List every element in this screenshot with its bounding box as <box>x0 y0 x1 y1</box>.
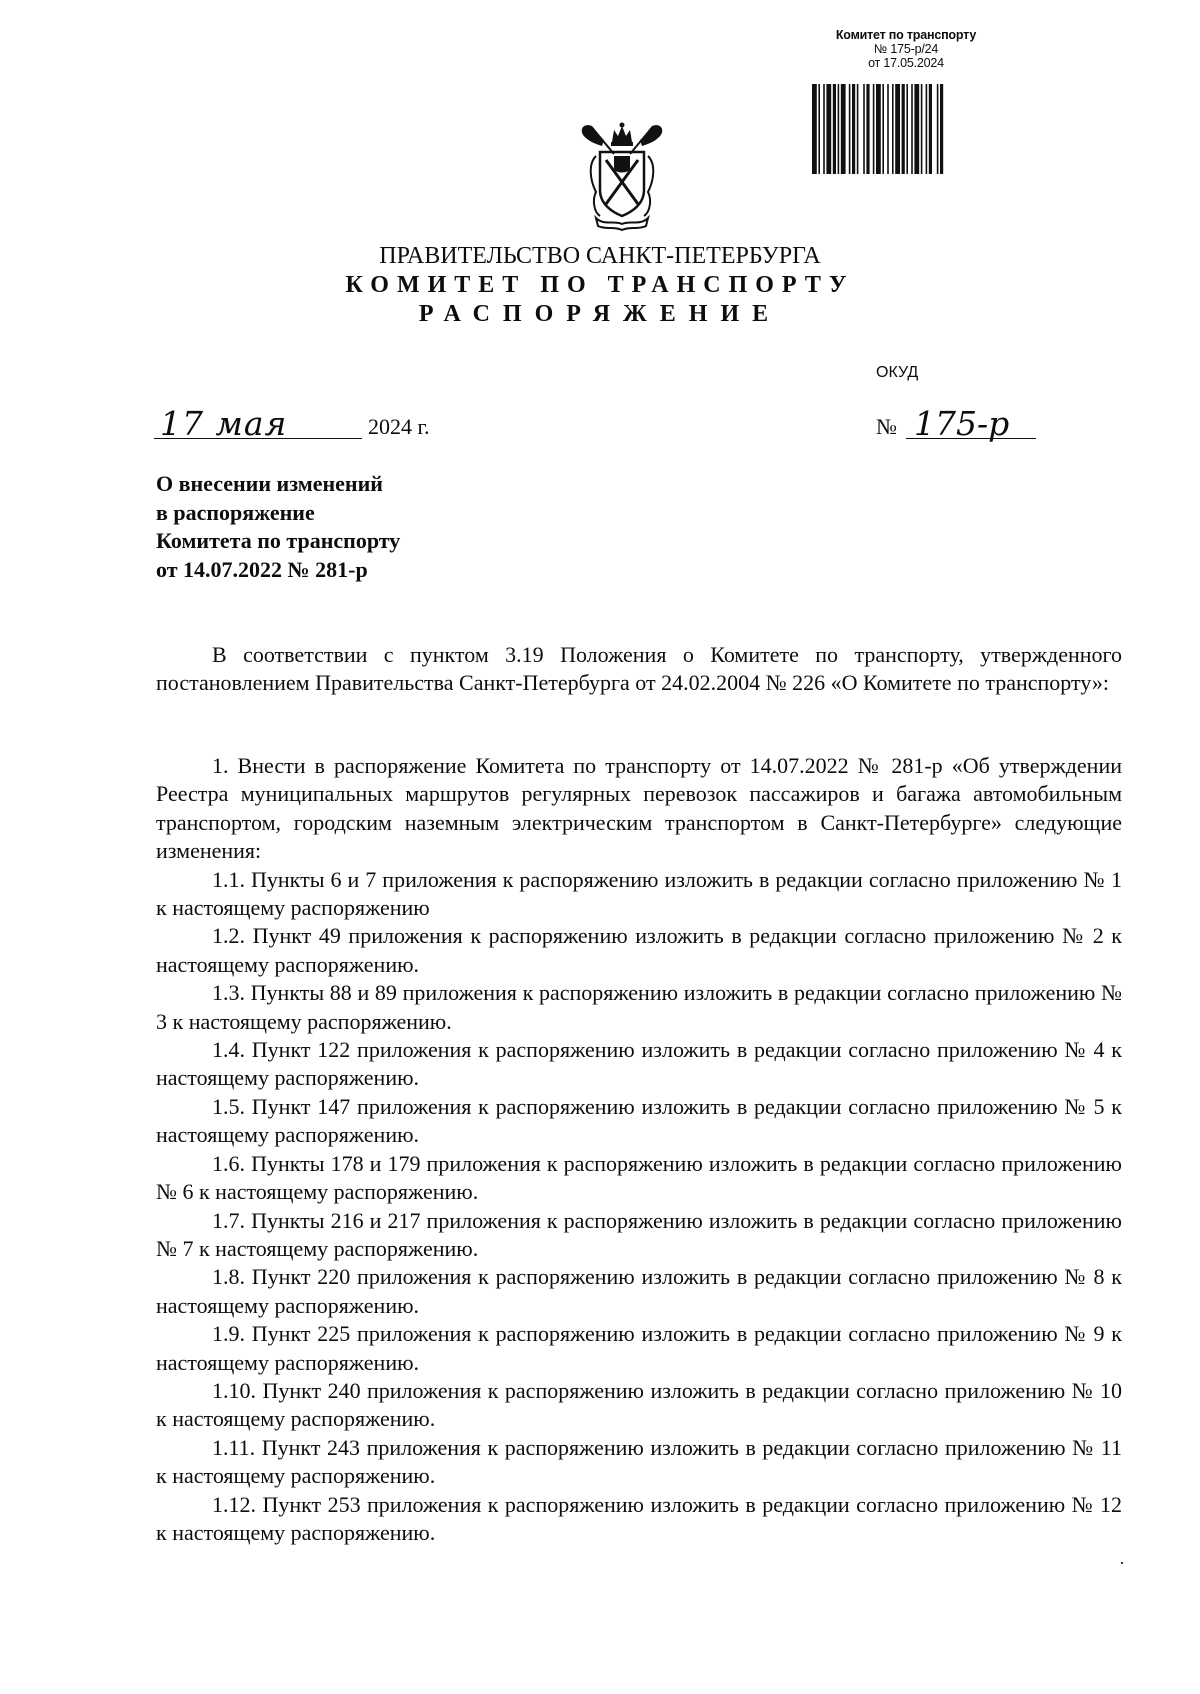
barcode-bar <box>911 84 913 174</box>
preamble <box>156 641 1122 698</box>
okud-label: ОКУД <box>876 364 919 381</box>
registration-stamp <box>808 28 1004 70</box>
barcode-bar <box>866 84 869 174</box>
barcode-bar <box>892 84 894 174</box>
barcode-bar <box>826 84 831 174</box>
list-item: 1.3. Пункты 88 и 89 приложения к распоряжению изложить в редакции согласно приложению № 3 к настоящему распоряжению. <box>156 980 1122 1034</box>
barcode-bar <box>841 84 846 174</box>
list-item: 1.10. Пункт 240 приложения к распоряжению изложить в редакции согласно приложению № 10 к настоящему распоряжению. <box>156 1377 1122 1432</box>
barcode-bar <box>929 84 932 174</box>
coat-of-arms-icon <box>574 120 670 232</box>
barcode-bar <box>906 84 908 174</box>
stamp-line-3: от 17.05.2024 <box>868 56 944 70</box>
list-item: 1.4. Пункт 122 приложения к распоряжению изложить в редакции согласно приложению № 4 к настоящему распоряжению. <box>156 1037 1122 1091</box>
barcode-bar <box>838 84 840 174</box>
barcode-bar <box>895 84 900 174</box>
barcode-bar <box>812 84 817 174</box>
barcode-bar <box>873 84 875 174</box>
subject-line: Комитета по транспорту <box>156 528 401 553</box>
list-item: 1.12. Пункт 253 приложения к распоряжению изложить в редакции согласно приложению № 12 к настоящему распоряжению. <box>156 1491 1122 1545</box>
preamble-text: В соответствии с пунктом 3.19 Положения о Комитете по транспорту, утвержденного постановлением Правительства Санкт-Петербурга от 24.02.2004 № 226 «О Комитете по транспорту»: <box>156 642 1122 696</box>
list-item: 1.9. Пункт 225 приложения к распоряжению изложить в редакции согласно приложению № 9 к настоящему распоряжению. <box>156 1321 1122 1375</box>
barcode-bar <box>902 84 905 174</box>
barcode-bar <box>863 84 865 174</box>
list-item: 1.5. Пункт 147 приложения к распоряжению изложить в редакции согласно приложению № 5 к настоящему распоряжению. <box>156 1093 1122 1148</box>
scan-speck <box>1121 1562 1123 1564</box>
list-item: 1.2. Пункт 49 приложения к распоряжению изложить в редакции согласно приложению № 2 к настоящему распоряжению. <box>156 923 1122 977</box>
subject-line: от 14.07.2022 № 281-р <box>156 556 368 582</box>
barcode-bar <box>914 84 919 174</box>
barcode-bar <box>823 84 825 174</box>
barcode-bar <box>833 84 836 174</box>
list-item: 1. Внести в распоряжение Комитета по транспорту от 14.07.2022 № 281-р «Об утверждении Реестра муниципальных маршрутов регулярных перевозок пассажиров и багажа автомобильным транспортом, городским наземным электрическим транспортом в Санкт-Петербурге» следующие изменения: <box>156 753 1122 864</box>
list-item: 1.7. Пункты 216 и 217 приложения к распоряжению изложить в редакции согласно приложению № 7 к настоящему распоряжению. <box>156 1207 1122 1261</box>
list-item: 1.1. Пункты 6 и 7 приложения к распоряжению изложить в редакции согласно приложению № 1 к настоящему распоряжению <box>156 866 1122 921</box>
list-item: 1.6. Пункты 178 и 179 приложения к распоряжению изложить в редакции согласно приложению № 6 к настоящему распоряжению. <box>156 1150 1122 1205</box>
items-list <box>156 752 1122 1547</box>
barcode-bar <box>876 84 881 174</box>
date-underline <box>154 438 362 439</box>
barcode-bar <box>940 84 943 174</box>
stamp-line-2: № 175-р/24 <box>873 42 939 56</box>
barcode-bar <box>937 84 939 174</box>
stamp-line-1: Комитет по транспорту <box>835 28 977 42</box>
barcode-bar <box>921 84 923 174</box>
government-title: ПРАВИТЕЛЬСТВО САНКТ-ПЕТЕРБУРГА <box>379 243 821 269</box>
barcode-bar <box>887 84 889 174</box>
list-item: 1.11. Пункт 243 приложения к распоряжению изложить в редакции согласно приложению № 11 к настоящему распоряжению. <box>156 1434 1122 1489</box>
barcode-bar <box>849 84 851 174</box>
handwritten-date: 17 мая <box>160 404 288 443</box>
subject-line: О внесении изменений <box>156 471 383 496</box>
document-subject <box>156 470 400 584</box>
barcode-bar <box>852 84 855 174</box>
barcode-bar <box>926 84 928 174</box>
number-label: № <box>876 414 897 439</box>
document-type: РАСПОРЯЖЕНИЕ <box>418 301 782 327</box>
handwritten-number: 175-р <box>914 404 1010 443</box>
document-year: 2024 г. <box>368 414 430 439</box>
barcode-bar <box>818 84 820 174</box>
subject-line: в распоряжение <box>156 499 315 525</box>
number-underline <box>906 438 1036 439</box>
barcode-bar <box>857 84 859 174</box>
list-item: 1.8. Пункт 220 приложения к распоряжению изложить в редакции согласно приложению № 8 к настоящему распоряжению. <box>156 1264 1122 1318</box>
committee-title: КОМИТЕТ ПО ТРАНСПОРТУ <box>345 272 855 298</box>
barcode <box>810 84 1016 174</box>
barcode-bar <box>882 84 884 174</box>
